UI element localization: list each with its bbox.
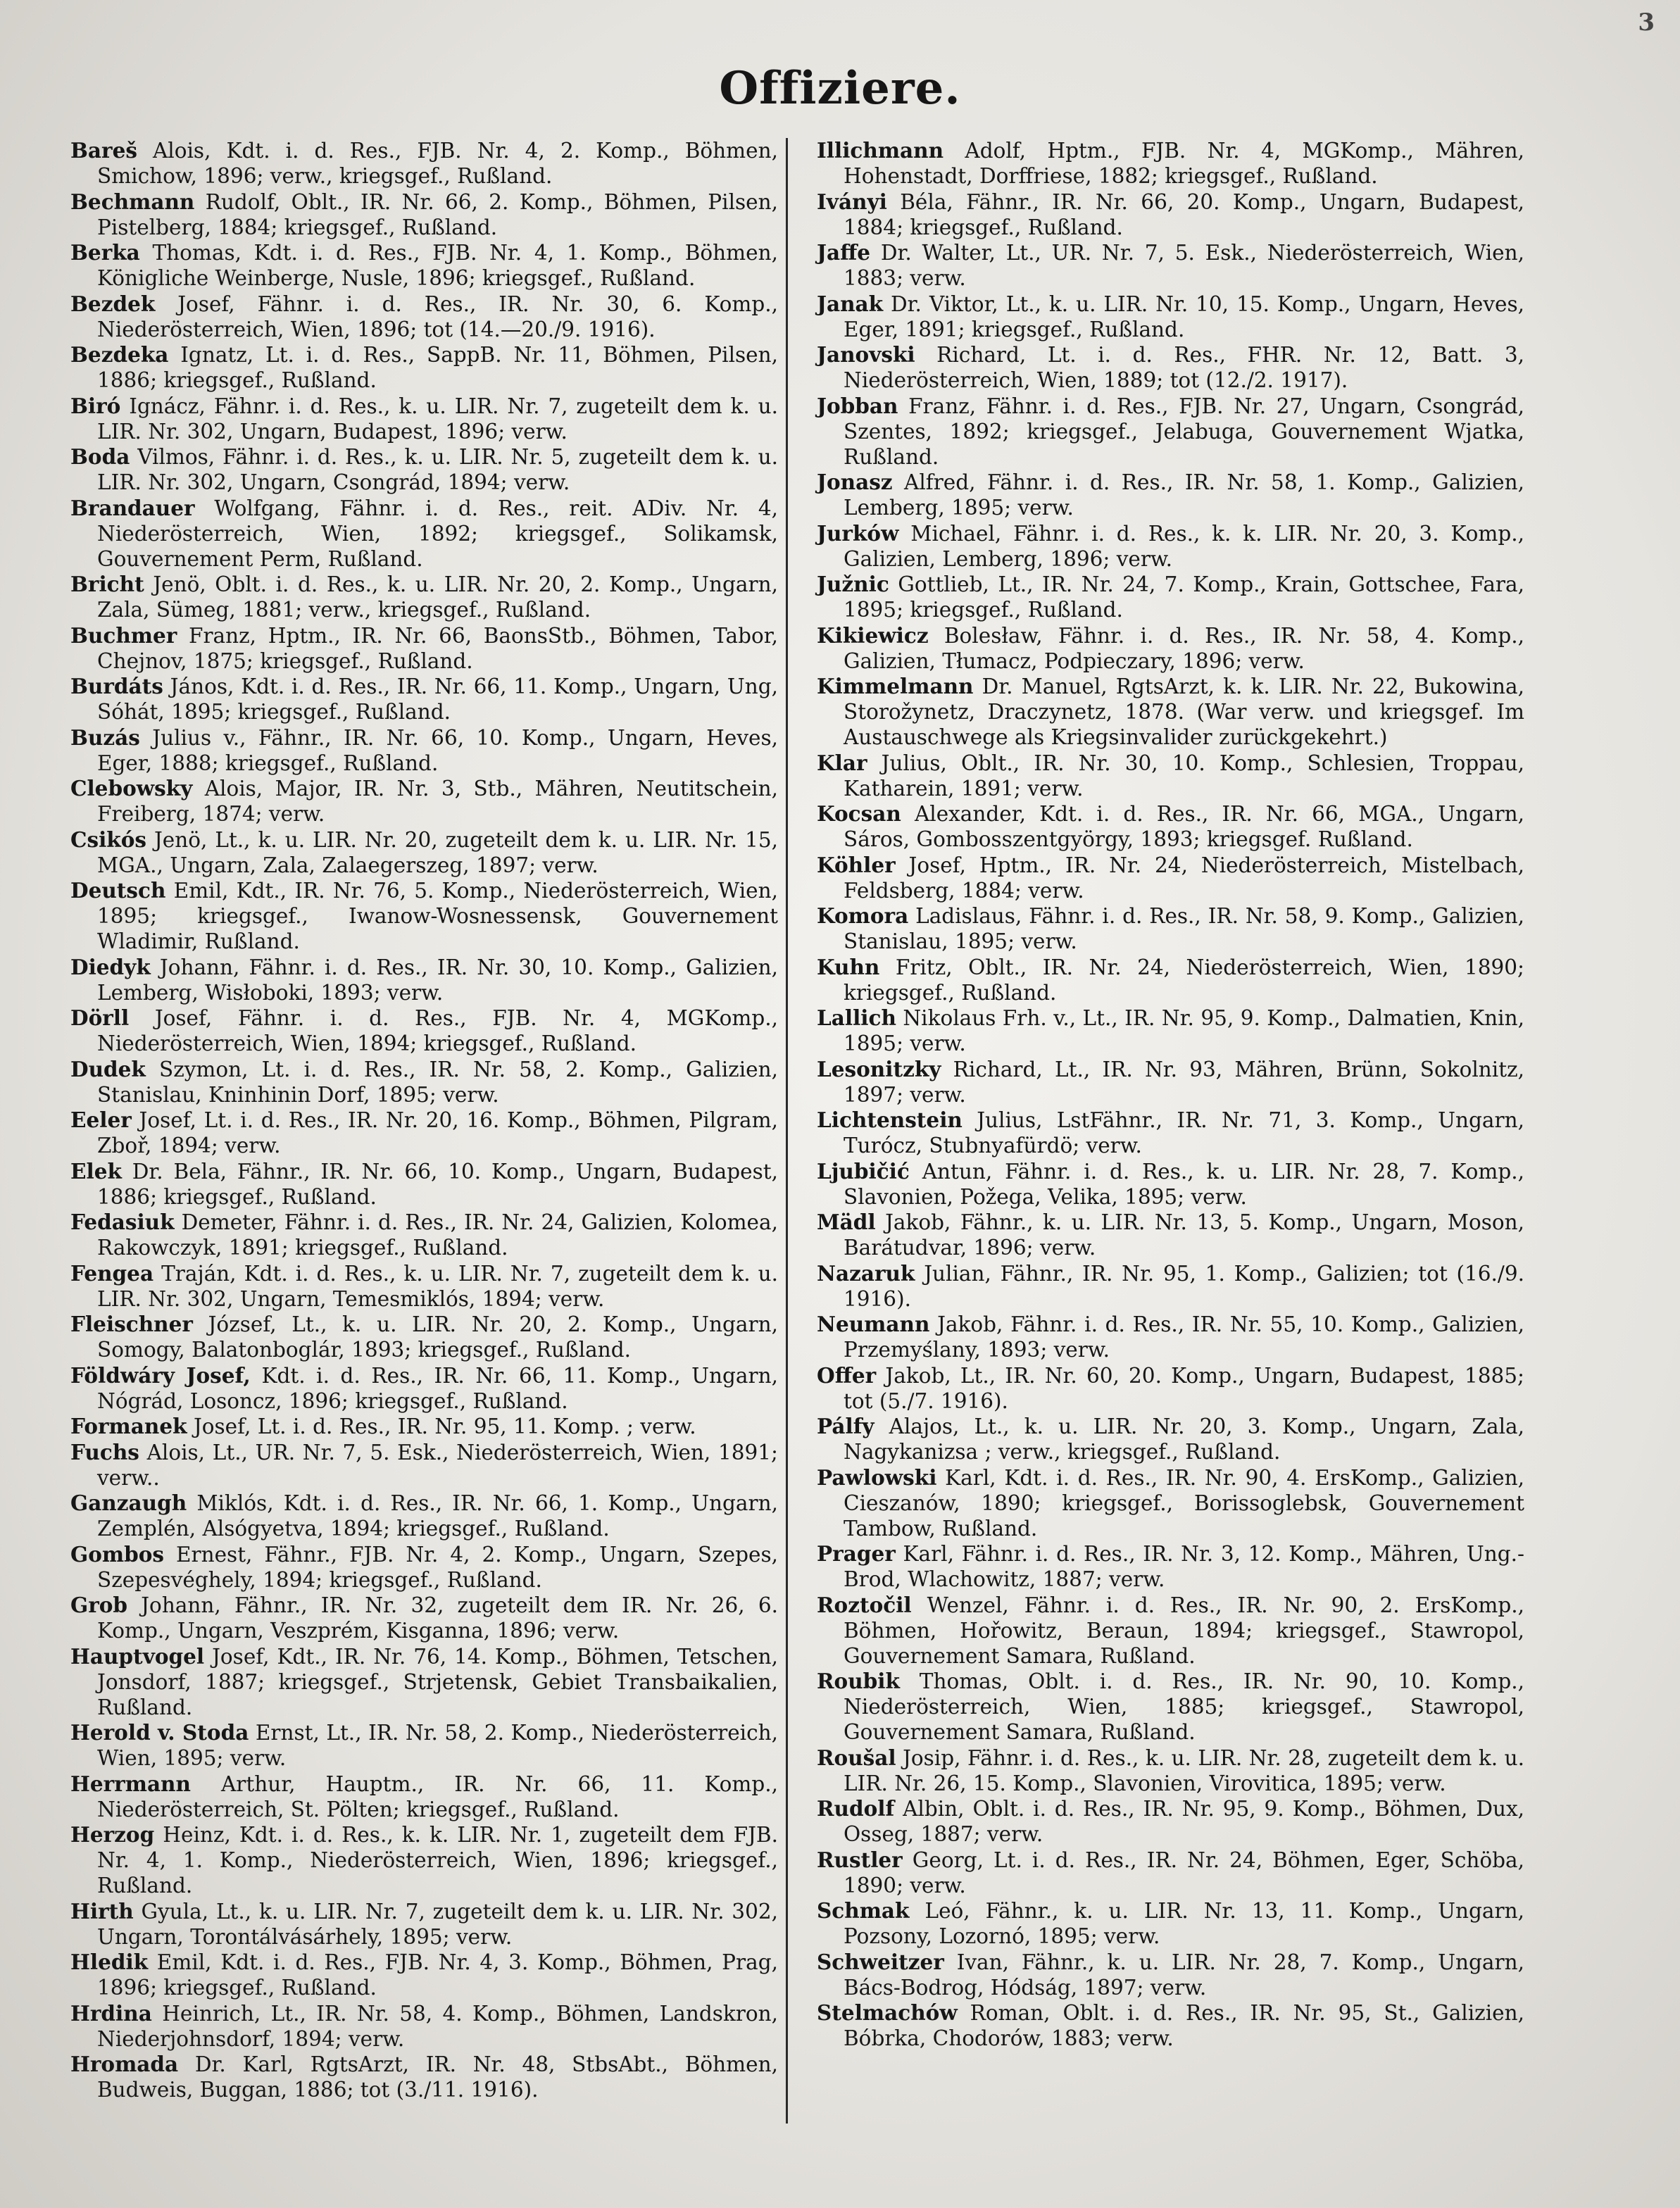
register-entry [817, 572, 1524, 622]
entry-surname: Elek [70, 1158, 122, 1184]
entry-surname: Bechmann [70, 189, 195, 214]
entry-details: Gyula, Lt., k. u. LIR. Nr. 7, zugeteilt dem k. u. LIR. Nr. 302, Ungarn, Torontálvásárhely, 1895; verw. [97, 1899, 778, 1949]
entry-details: Thomas, Oblt. i. d. Res., IR. Nr. 90, 10. Komp., Niederösterreich, Wien, 1885; kriegsgef., Stawropol, Gouvernement Samara, Rußland. [844, 1669, 1524, 1744]
entry-details: Alois, Kdt. i. d. Res., FJB. Nr. 4, 2. Komp., Böhmen, Smichow, 1896; verw., kriegsgef., Rußland. [97, 139, 778, 188]
entry-details: Thomas, Kdt. i. d. Res., FJB. Nr. 4, 1. Komp., Böhmen, Königliche Weinberge, Nusle, 1896; kriegsgef., Rußland. [97, 241, 778, 290]
register-entry [70, 1005, 778, 1056]
entry-surname: Ganzaugh [70, 1491, 187, 1515]
entry-details: Ignácz, Fähnr. i. d. Res., k. u. LIR. Nr. 7, zugeteilt dem k. u. LIR. Nr. 302, Ungarn, Budapest, 1896; verw. [97, 394, 778, 444]
entry-details: Jenö, Lt., k. u. LIR. Nr. 20, zugeteilt dem k. u. LIR. Nr. 15, MGA., Ungarn, Zala, Zalaegerszeg, 1897; verw. [97, 827, 778, 877]
entry-details: Alexander, Kdt. i. d. Res., IR. Nr. 66, MGA., Ungarn, Sáros, Gombosszentgyörgy, 1893; kriegsgef. Rußland. [844, 802, 1524, 851]
entry-details: Josef, Fähnr. i. d. Res., IR. Nr. 30, 6. Komp., Niederösterreich, Wien, 1896; tot (14.—20./9. 1916). [97, 291, 778, 341]
entry-details: Ignatz, Lt. i. d. Res., SappB. Nr. 11, Böhmen, Pilsen, 1886; kriegsgef., Rußland. [97, 343, 778, 392]
entry-details: Franz, Fähnr. i. d. Res., FJB. Nr. 27, Ungarn, Csongrád, Szentes, 1892; kriegsgef., Jelabuga, Gouvernement Wjatka, Rußland. [844, 394, 1524, 469]
register-entry [817, 1848, 1524, 1898]
entry-surname: Neumann [817, 1312, 930, 1336]
entry-details: Wolfgang, Fähnr. i. d. Res., reit. ADiv. Nr. 4, Niederösterreich, Wien, 1892; kriegsgef., Solikamsk, Gouvernement Perm, Rußland. [97, 496, 778, 571]
entry-surname: Jobban [817, 393, 898, 418]
entry-surname: Illichmann [817, 138, 944, 163]
entry-surname: Rustler [817, 1847, 903, 1872]
entry-details: Josef, Fähnr. i. d. Res., FJB. Nr. 4, MGKomp., Niederösterreich, Wien, 1894; kriegsgef., Rußland. [97, 1006, 778, 1055]
entry-details: Szymon, Lt. i. d. Res., IR. Nr. 58, 2. Komp., Galizien, Stanislau, Kninhinin Dorf, 1895; verw. [97, 1057, 778, 1107]
register-entry [817, 1593, 1524, 1669]
entry-surname: Stelmachów [817, 2000, 958, 2025]
entry-details: Bolesław, Fähnr. i. d. Res., IR. Nr. 58, 4. Komp., Galizien, Tłumacz, Podpieczary, 1896; verw. [844, 623, 1524, 673]
register-entry [70, 1950, 778, 2000]
entry-surname: Fedasiuk [70, 1210, 175, 1234]
entry-details: Ladislaus, Fähnr. i. d. Res., IR. Nr. 58, 9. Komp., Galizien, Stanislau, 1895; verw. [844, 904, 1524, 953]
entry-details: Demeter, Fähnr. i. d. Res., IR. Nr. 24, Galizien, Kolomea, Rakowczyk, 1891; kriegsgef., Rußland. [97, 1210, 778, 1260]
entry-surname: Lesonitzky [817, 1056, 941, 1081]
register-entry [817, 1210, 1524, 1260]
entry-surname: Roušal [817, 1745, 896, 1770]
register-entry [817, 1363, 1524, 1414]
entry-surname: Kuhn [817, 954, 880, 979]
entry-surname: Jaffe [817, 240, 871, 265]
entry-details: Josef, Hptm., IR. Nr. 24, Niederösterreich, Mistelbach, Feldsberg, 1884; verw. [844, 853, 1524, 903]
entry-surname: Janak [817, 291, 884, 316]
entry-surname: Lallich [817, 1005, 896, 1030]
entry-details: Richard, Lt. i. d. Res., FHR. Nr. 12, Batt. 3, Niederösterreich, Wien, 1889; tot (12./2. 1917). [844, 343, 1524, 392]
register-entry [70, 1771, 778, 1822]
entry-surname: Burdáts [70, 674, 163, 698]
register-entry [817, 853, 1524, 903]
entry-surname: Bezdeka [70, 342, 169, 367]
entry-details: Adolf, Hptm., FJB. Nr. 4, MGKomp., Mähren, Hohenstadt, Dorffriese, 1882; kriegsgef., Rußland. [844, 139, 1524, 188]
entry-details: Dr. Manuel, RgtsArzt, k. k. LIR. Nr. 22, Bukowina, Storožynetz, Draczynetz, 1878. (War verw. und kriegsgef. Im Austauschwege als Kriegsinvalider zurückgekehrt.) [844, 675, 1524, 749]
entry-details: Heinrich, Lt., IR. Nr. 58, 4. Komp., Böhmen, Landskron, Niederjohnsdorf, 1894; verw. [97, 2001, 778, 2051]
register-entry [70, 240, 778, 291]
register-entry [817, 955, 1524, 1005]
entry-surname: Prager [817, 1541, 896, 1566]
entry-details: Béla, Fähnr., IR. Nr. 66, 20. Komp., Ungarn, Budapest, 1884; kriegsgef., Rußland. [844, 189, 1524, 239]
left-column [70, 138, 778, 2103]
entry-surname: Roztočil [817, 1592, 912, 1617]
entry-details: Ivan, Fähnr., k. u. LIR. Nr. 28, 7. Komp., Ungarn, Bács-Bodrog, Hódság, 1897; verw. [844, 1950, 1524, 2000]
register-entry [817, 1541, 1524, 1592]
entry-surname: Bezdek [70, 291, 156, 316]
entry-surname: Gombos [70, 1541, 164, 1567]
register-entry [817, 1465, 1524, 1541]
entry-surname: Buchmer [70, 622, 177, 648]
entry-surname: Klar [817, 750, 867, 775]
register-entry [70, 1363, 778, 1414]
entry-details: Karl, Fähnr. i. d. Res., IR. Nr. 3, 12. Komp., Mähren, Ung.-Brod, Wlachowitz, 1887; verw. [844, 1542, 1524, 1591]
entry-surname: Schweitzer [817, 1949, 944, 1974]
entry-details: Julius, Oblt., IR. Nr. 30, 10. Komp., Schlesien, Troppau, Katharein, 1891; verw. [844, 751, 1524, 801]
register-entry [70, 725, 778, 776]
entry-details: Jakob, Lt., IR. Nr. 60, 20. Komp., Ungarn, Budapest, 1885; tot (5./7. 1916). [844, 1363, 1524, 1413]
entry-surname: Kimmelmann [817, 674, 974, 698]
entry-details: Leó, Fähnr., k. u. LIR. Nr. 13, 11. Komp., Ungarn, Pozsony, Lozornó, 1895; verw. [844, 1899, 1524, 1948]
entry-details: Gottlieb, Lt., IR. Nr. 24, 7. Komp., Krain, Gottschee, Fara, 1895; kriegsgef., Rußland. [844, 572, 1524, 622]
register-entry [70, 189, 778, 240]
entry-surname: Južnic [817, 572, 889, 596]
entry-surname: Ljubičić [817, 1158, 910, 1184]
entry-surname: Herzog [70, 1822, 155, 1847]
register-entry [817, 1745, 1524, 1796]
entry-surname: Pálfy [817, 1414, 875, 1438]
entry-details: Roman, Oblt. i. d. Res., IR. Nr. 95, St., Galizien, Bóbrka, Chodorów, 1883; verw. [844, 2001, 1524, 2050]
register-entry [817, 1312, 1524, 1362]
register-entry [70, 1440, 778, 1491]
entry-details: Josef, Kdt., IR. Nr. 76, 14. Komp., Böhmen, Tetschen, Jonsdorf, 1887; kriegsgef., Strjetensk, Gebiet Transbaikalien, Rußland. [97, 1644, 778, 1719]
entry-surname: Diedyk [70, 954, 151, 979]
entry-details: Julius, LstFähnr., IR. Nr. 71, 3. Komp., Ungarn, Turócz, Stubnyafürdö; verw. [844, 1108, 1524, 1158]
entry-details: Julian, Fähnr., IR. Nr. 95, 1. Komp., Galizien; tot (16./9. 1916). [844, 1261, 1524, 1311]
entry-details: Josip, Fähnr. i. d. Res., k. u. LIR. Nr. 28, zugeteilt dem k. u. LIR. Nr. 26, 15. Komp., Slavonien, Virovitica, 1895; verw. [844, 1745, 1524, 1795]
entry-surname: Herrmann [70, 1771, 191, 1796]
entry-surname: Dörll [70, 1005, 130, 1030]
register-entry [70, 572, 778, 622]
entry-surname: Eeler [70, 1108, 132, 1132]
entry-surname: Komora [817, 903, 909, 928]
entry-details: Miklós, Kdt. i. d. Res., IR. Nr. 66, 1. Komp., Ungarn, Zemplén, Alsógyetva, 1894; kriegsgef., Rußland. [97, 1491, 778, 1541]
page-number: 3 [1638, 8, 1655, 37]
entry-details: Nikolaus Frh. v., Lt., IR. Nr. 95, 9. Komp., Dalmatien, Knin, 1895; verw. [844, 1006, 1524, 1055]
register-entry [817, 1108, 1524, 1158]
entry-surname: Buzás [70, 724, 140, 750]
register-entry [70, 138, 778, 189]
entry-details: Dr. Bela, Fähnr., IR. Nr. 66, 10. Komp., Ungarn, Budapest, 1886; kriegsgef., Rußland. [97, 1159, 778, 1209]
entry-details: Fritz, Oblt., IR. Nr. 24, Niederösterreich, Wien, 1890; kriegsgef., Rußland. [844, 955, 1524, 1005]
entry-surname: Fengea [70, 1260, 154, 1286]
register-entry [70, 1720, 778, 1771]
register-entry [817, 1796, 1524, 1847]
entry-surname: Jurków [817, 520, 899, 546]
entry-details: Wenzel, Fähnr. i. d. Res., IR. Nr. 90, 2. ErsKomp., Böhmen, Hořowitz, Beraun, 1894; kriegsgef., Stawropol, Gouvernement Samara, Rußland. [844, 1593, 1524, 1668]
entry-surname: Kocsan [817, 801, 901, 826]
entry-surname: Schmak [817, 1898, 910, 1923]
entry-surname: Rudolf [817, 1796, 895, 1821]
entry-details: Alajos, Lt., k. u. LIR. Nr. 20, 3. Komp., Ungarn, Zala, Nagykanizsa ; verw., kriegsgef., Rußland. [844, 1414, 1524, 1464]
entry-details: Franz, Hptm., IR. Nr. 66, BaonsStb., Böhmen, Tabor, Chejnov, 1875; kriegsgef., Rußland. [97, 623, 778, 673]
register-entry [70, 1261, 778, 1312]
register-entry [70, 1822, 778, 1898]
entry-surname: Roubik [817, 1669, 900, 1693]
entry-surname: Pawlowski [817, 1464, 937, 1490]
entry-details: Rudolf, Oblt., IR. Nr. 66, 2. Komp., Böhmen, Pilsen, Pistelberg, 1884; kriegsgef., Rußland. [97, 189, 778, 239]
entry-surname: Deutsch [70, 878, 166, 903]
right-column [817, 138, 1524, 2052]
entry-surname: Hrdina [70, 2000, 152, 2026]
entry-surname: Fleischner [70, 1312, 193, 1336]
entry-surname: Grob [70, 1593, 128, 1617]
register-entry [817, 751, 1524, 801]
entry-surname: Berka [70, 240, 140, 265]
entry-details: Jakob, Fähnr., k. u. LIR. Nr. 13, 5. Komp., Ungarn, Moson, Barátudvar, 1896; verw. [844, 1210, 1524, 1260]
register-entry [70, 1593, 778, 1643]
entry-surname: Janovski [817, 342, 915, 367]
register-entry [70, 2001, 778, 2052]
register-entry [817, 1898, 1524, 1949]
entry-surname: Herold v. Stoda [70, 1720, 249, 1745]
register-entry [70, 1899, 778, 1950]
register-entry [70, 674, 778, 724]
entry-surname: Iványi [817, 189, 887, 214]
entry-details: Dr. Karl, RgtsArzt, IR. Nr. 48, StbsAbt., Böhmen, Budweis, Buggan, 1886; tot (3./11. 1916). [97, 2052, 778, 2102]
register-entry [817, 903, 1524, 954]
entry-surname: Bareš [70, 138, 137, 163]
entry-surname: Dudek [70, 1056, 146, 1081]
register-entry [817, 394, 1524, 470]
entry-details: Johann, Fähnr. i. d. Res., IR. Nr. 30, 10. Komp., Galizien, Lemberg, Wisłoboki, 1893; verw. [97, 955, 778, 1005]
register-entry [70, 827, 778, 878]
register-entry [70, 1057, 778, 1108]
entry-details: Alfred, Fähnr. i. d. Res., IR. Nr. 58, 1. Komp., Galizien, Lemberg, 1895; verw. [844, 470, 1524, 520]
entry-details: Vilmos, Fähnr. i. d. Res., k. u. LIR. Nr. 5, zugeteilt dem k. u. LIR. Nr. 302, Ungarn, Csongrád, 1894; verw. [97, 445, 778, 494]
entry-details: Kdt. i. d. Res., IR. Nr. 66, 11. Komp., Ungarn, Nógrád, Losoncz, 1896; kriegsgef., Rußland. [97, 1363, 778, 1413]
entry-surname: Hirth [70, 1898, 134, 1924]
entry-surname: Lichtenstein [817, 1108, 963, 1132]
entry-details: Josef, Lt. i. d. Res., IR. Nr. 20, 16. Komp., Böhmen, Pilgram, Zboř, 1894; verw. [97, 1108, 778, 1158]
entry-surname: Földwáry Josef, [70, 1362, 251, 1388]
entry-surname: Köhler [817, 852, 896, 877]
entry-details: Albin, Oblt. i. d. Res., IR. Nr. 95, 9. Komp., Böhmen, Dux, Osseg, 1887; verw. [844, 1797, 1524, 1846]
entry-details: Emil, Kdt. i. d. Res., FJB. Nr. 4, 3. Komp., Böhmen, Prag, 1896; kriegsgef., Rußland. [97, 1950, 778, 2000]
register-entry [70, 291, 778, 342]
entry-details: Dr. Walter, Lt., UR. Nr. 7, 5. Esk., Niederösterreich, Wien, 1883; verw. [844, 241, 1524, 290]
entry-details: Michael, Fähnr. i. d. Res., k. k. LIR. Nr. 20, 3. Komp., Galizien, Lemberg, 1896; verw. [844, 521, 1524, 571]
entry-surname: Offer [817, 1362, 877, 1388]
entry-details: Dr. Viktor, Lt., k. u. LIR. Nr. 10, 15. Komp., Ungarn, Heves, Eger, 1891; kriegsgef., Rußland. [844, 291, 1524, 341]
register-entry [817, 240, 1524, 291]
register-entry [70, 2052, 778, 2102]
register-entry [70, 444, 778, 495]
entry-surname: Hauptvogel [70, 1643, 205, 1669]
entry-details: Georg, Lt. i. d. Res., IR. Nr. 24, Böhmen, Eger, Schöba, 1890; verw. [844, 1848, 1524, 1898]
page-title: Offiziere. [719, 62, 961, 115]
entry-details: Josef, Lt. i. d. Res., IR. Nr. 95, 11. Komp. ; verw. [193, 1414, 696, 1438]
register-entry [70, 878, 778, 954]
entry-details: Karl, Kdt. i. d. Res., IR. Nr. 90, 4. ErsKomp., Galizien, Cieszanów, 1890; kriegsgef., Borissoglebsk, Gouvernement Tambow, Rußland. [844, 1465, 1524, 1541]
register-entry [70, 1159, 778, 1210]
entry-details: Alois, Lt., UR. Nr. 7, 5. Esk., Niederösterreich, Wien, 1891; verw.. [97, 1440, 778, 1490]
entry-details: Emil, Kdt., IR. Nr. 76, 5. Komp., Niederösterreich, Wien, 1895; kriegsgef., Iwanow-Wosnessensk, Gouvernement Wladimir, Rußland. [97, 879, 778, 953]
entry-details: Jenö, Oblt. i. d. Res., k. u. LIR. Nr. 20, 2. Komp., Ungarn, Zala, Sümeg, 1881; verw., kriegsgef., Rußland. [97, 572, 778, 622]
register-entry [70, 776, 778, 827]
entry-surname: Bricht [70, 572, 144, 596]
register-entry [70, 1542, 778, 1593]
entry-surname: Clebowsky [70, 776, 193, 801]
column-divider [786, 138, 788, 2124]
entry-details: Ernest, Fähnr., FJB. Nr. 4, 2. Komp., Ungarn, Szepes, Szepesvéghely, 1894; kriegsgef., Rußland. [97, 1542, 778, 1592]
register-entry [817, 1159, 1524, 1210]
register-entry [817, 521, 1524, 572]
entry-details: Jakob, Fähnr. i. d. Res., IR. Nr. 55, 10. Komp., Galizien, Przemyślany, 1893; verw. [844, 1312, 1524, 1362]
entry-details: János, Kdt. i. d. Res., IR. Nr. 66, 11. Komp., Ungarn, Ung, Sóhát, 1895; kriegsgef., Rußland. [97, 675, 778, 724]
register-entry [817, 189, 1524, 240]
register-entry [70, 1108, 778, 1158]
register-entry [817, 291, 1524, 342]
register-entry [70, 623, 778, 674]
register-entry [70, 1210, 778, 1260]
register-entry [70, 1644, 778, 1720]
register-entry [70, 955, 778, 1005]
entry-surname: Formanek [70, 1414, 187, 1438]
register-entry [817, 801, 1524, 852]
entry-surname: Nazaruk [817, 1260, 915, 1286]
entry-details: Richard, Lt., IR. Nr. 93, Mähren, Brünn, Sokolnitz, 1897; verw. [844, 1057, 1524, 1107]
entry-surname: Hledik [70, 1950, 149, 1974]
register-entry [817, 1669, 1524, 1745]
register-entry [817, 2000, 1524, 2051]
register-entry [70, 1414, 778, 1439]
entry-surname: Jonasz [817, 470, 893, 494]
entry-details: Heinz, Kdt. i. d. Res., k. k. LIR. Nr. 1, zugeteilt dem FJB. Nr. 4, 1. Komp., Niederösterreich, Wien, 1896; kriegsgef., Rußland. [97, 1823, 778, 1898]
register-entry [70, 394, 778, 444]
register-entry [817, 1057, 1524, 1108]
register-entry [70, 496, 778, 572]
register-entry [817, 342, 1524, 393]
register-entry [817, 138, 1524, 189]
entry-surname: Boda [70, 444, 130, 469]
entry-details: Arthur, Hauptm., IR. Nr. 66, 11. Komp., Niederösterreich, St. Pölten; kriegsgef., Rußland. [97, 1771, 778, 1821]
register-entry [817, 674, 1524, 750]
register-entry [817, 470, 1524, 520]
entry-surname: Mädl [817, 1210, 876, 1234]
entry-surname: Kikiewicz [817, 622, 929, 648]
entry-details: Johann, Fähnr., IR. Nr. 32, zugeteilt dem IR. Nr. 26, 6. Komp., Ungarn, Veszprém, Kisganna, 1896; verw. [97, 1593, 778, 1643]
register-entry [817, 623, 1524, 674]
entry-surname: Hromada [70, 2052, 179, 2076]
register-entry [817, 1414, 1524, 1464]
entry-surname: Fuchs [70, 1439, 139, 1464]
register-entry [817, 1005, 1524, 1056]
register-entry [70, 1312, 778, 1362]
register-entry [70, 1491, 778, 1541]
entry-details: Alois, Major, IR. Nr. 3, Stb., Mähren, Neutitschein, Freiberg, 1874; verw. [97, 777, 778, 826]
entry-details: Julius v., Fähnr., IR. Nr. 66, 10. Komp., Ungarn, Heves, Eger, 1888; kriegsgef., Rußland. [97, 725, 778, 775]
entry-details: Ernst, Lt., IR. Nr. 58, 2. Komp., Niederösterreich, Wien, 1895; verw. [97, 1721, 778, 1770]
register-entry [817, 1950, 1524, 2000]
entry-details: Antun, Fähnr. i. d. Res., k. u. LIR. Nr. 28, 7. Komp., Slavonien, Požega, Velika, 1895; verw. [844, 1159, 1524, 1209]
register-entry [70, 342, 778, 393]
entry-details: Traján, Kdt. i. d. Res., k. u. LIR. Nr. 7, zugeteilt dem k. u. LIR. Nr. 302, Ungarn, Temesmiklós, 1894; verw. [97, 1261, 778, 1311]
entry-surname: Brandauer [70, 495, 195, 520]
entry-details: József, Lt., k. u. LIR. Nr. 20, 2. Komp., Ungarn, Somogy, Balatonboglár, 1893; kriegsgef., Rußland. [97, 1312, 778, 1362]
entry-surname: Biró [70, 393, 121, 418]
register-entry [817, 1261, 1524, 1312]
entry-surname: Csikós [70, 827, 147, 852]
